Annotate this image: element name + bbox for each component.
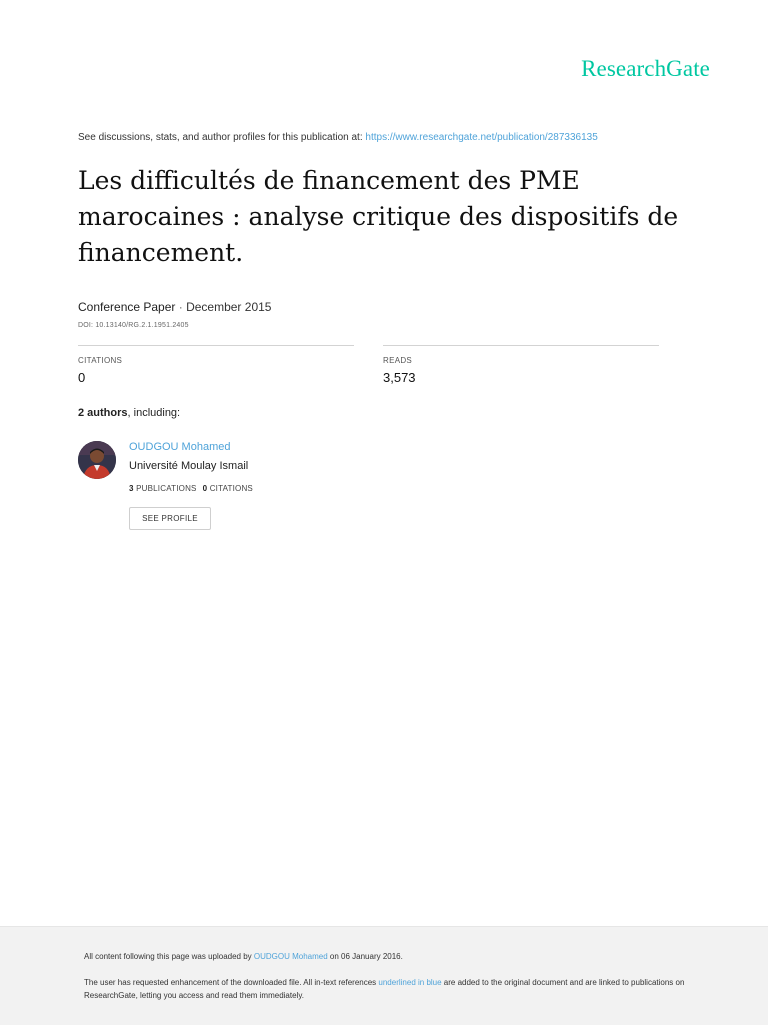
see-profile-button[interactable]: SEE PROFILE [129, 507, 211, 530]
upload-notice [84, 952, 403, 961]
upload-suffix: on 06 January 2016. [327, 952, 403, 961]
authors-heading [78, 407, 180, 419]
authors-suffix: , including: [127, 407, 181, 419]
publication-date: December 2015 [186, 300, 272, 314]
author-publications-count: 3 [129, 484, 134, 493]
author-institution: Université Moulay Ismail [129, 460, 249, 472]
meta-separator: · [175, 300, 187, 314]
author-stats [129, 484, 253, 493]
publication-title: Les difficultés de financement des PME marocaines : analyse critique des dispositifs de financement. [78, 166, 679, 267]
authors-count: 2 authors [78, 407, 128, 419]
enhancement-suffix: are added to the original document and are linked to publications on ResearchGate, letting you access and read them immediately. [84, 978, 685, 1000]
author-citations-label: CITATIONS [209, 484, 253, 493]
enhancement-prefix: The user has requested enhancement of the downloaded file. All in-text references [84, 978, 379, 987]
citations-value: 0 [78, 370, 86, 385]
discussions-notice [78, 132, 598, 143]
citations-stat [78, 345, 354, 385]
footer-notice [0, 926, 768, 1025]
publication-url-link[interactable]: https://www.researchgate.net/publication/287336135 [365, 132, 598, 143]
citations-label: CITATIONS [78, 356, 123, 365]
author-publications-label: PUBLICATIONS [136, 484, 197, 493]
underlined-in-blue-text: underlined in blue [378, 978, 442, 987]
doi: DOI: 10.13140/RG.2.1.1951.2405 [78, 322, 189, 329]
reads-label: READS [383, 356, 413, 365]
publication-meta [78, 300, 271, 314]
upload-prefix: All content following this page was uploaded by [84, 952, 254, 961]
publication-type: Conference Paper [78, 300, 176, 314]
reads-value: 3,573 [383, 370, 416, 385]
discussions-text: See discussions, stats, and author profiles for this publication at: [78, 132, 366, 143]
reads-stat [383, 345, 659, 385]
enhancement-notice [84, 976, 704, 1002]
uploader-link[interactable]: OUDGOU Mohamed [253, 952, 328, 961]
author-name-link[interactable]: OUDGOU Mohamed [129, 441, 231, 453]
researchgate-logo[interactable]: ResearchGate [581, 56, 710, 81]
author-avatar[interactable] [78, 441, 116, 479]
author-citations-count: 0 [202, 484, 208, 493]
avatar-photo-icon [78, 441, 116, 479]
